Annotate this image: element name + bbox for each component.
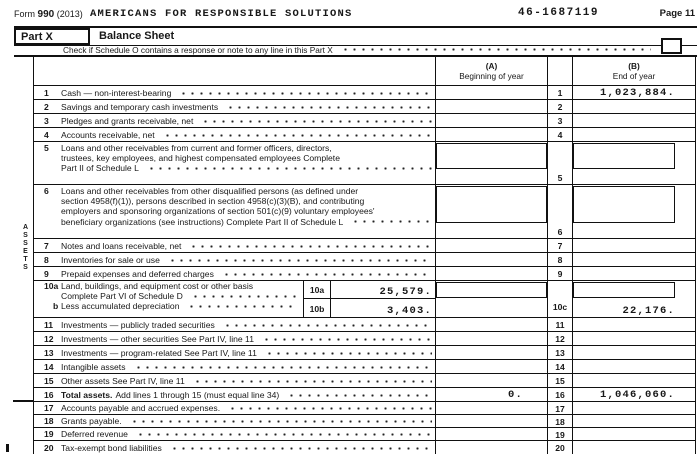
blocked-cells-row: [435, 185, 696, 225]
blocked-box: [436, 282, 547, 298]
balance-sheet-row-4: [34, 128, 696, 142]
blocked-box: [573, 143, 675, 169]
dot-leader: [221, 321, 432, 330]
line-label: Accounts payable and accrued expenses.: [61, 403, 221, 413]
column-a-header: [435, 57, 547, 85]
line-label: Notes and loans receivable, net: [61, 240, 182, 251]
col-a-value: 0.: [507, 389, 523, 401]
row-value-area: [435, 281, 696, 317]
line-number-cell: 8: [547, 253, 573, 266]
dot-leader: [199, 117, 432, 126]
column-b-tag: (B): [628, 61, 640, 71]
schedule-o-check-row: [14, 44, 697, 55]
line-number: 13: [44, 347, 54, 358]
label-line: [34, 163, 435, 173]
assets-letter: S: [23, 240, 28, 247]
row-label-cell: [34, 185, 435, 238]
balance-sheet-row-8: [34, 253, 696, 267]
line-label: Tax-exempt bond liabilities: [61, 442, 162, 453]
row-label-cell: [34, 332, 435, 345]
balance-sheet-row-5: [34, 142, 696, 185]
dot-leader: [224, 103, 432, 112]
line-label: Pledges and grants receivable, net: [61, 115, 194, 126]
sub-row-10b: [304, 299, 435, 317]
col-b-cell: [573, 318, 696, 331]
col-b-cell: [573, 428, 696, 440]
row-label-cell: [34, 402, 435, 414]
balance-sheet-row-7: [34, 239, 696, 253]
page-number: Page 11: [659, 8, 695, 19]
liabilities-sidebar-partial: [6, 444, 9, 452]
line-label: trustees, key employees, and highest compensated employees Complete: [61, 153, 340, 164]
line-number-cell: 18: [547, 415, 573, 427]
dot-leader: [134, 430, 432, 439]
col-b-cell: [573, 239, 696, 252]
col-b-cell: [573, 253, 696, 266]
dot-leader: [161, 131, 432, 140]
balance-sheet-row-15: [34, 374, 696, 388]
form-prefix: Form: [14, 9, 35, 19]
label-line: [34, 186, 435, 196]
line-number: 2: [44, 101, 49, 112]
line-number: 17: [44, 403, 54, 413]
schedule-o-checkbox: [661, 38, 682, 54]
line-number: 15: [44, 375, 54, 386]
balance-sheet-row-3: [34, 114, 696, 128]
sub-line-number: 10a: [304, 280, 331, 298]
sub-line-number: 10b: [304, 299, 331, 317]
dot-leader: [145, 164, 432, 173]
col-b-cell: [573, 360, 696, 373]
dot-leader: [191, 377, 432, 386]
dot-leader: [132, 363, 433, 372]
dot-leader: [128, 417, 432, 426]
dot-leader: [177, 89, 432, 98]
col-b-cell: [573, 402, 696, 414]
blocked-box: [573, 282, 675, 298]
balance-sheet-row-11: [34, 318, 696, 332]
line-label: Intangible assets: [61, 361, 126, 372]
blocked-cells-row: [435, 142, 696, 171]
row-label-cell: [34, 114, 435, 127]
line-label: Cash — non-interest-bearing: [61, 87, 172, 98]
col-b-cell: [573, 300, 696, 317]
balance-sheet-row-20: [34, 441, 696, 454]
form-year: (2013): [56, 9, 83, 19]
label-line: [34, 143, 435, 153]
organization-name: AMERICANS FOR RESPONSIBLE SOLUTIONS: [90, 8, 353, 20]
line-number: 19: [44, 429, 54, 439]
assets-letter: S: [23, 232, 28, 239]
line-label: section 4958(f)(1)), persons described in section 4958(c)(3)(B), and contributing: [61, 196, 365, 207]
label-line: [34, 196, 435, 206]
balance-sheet-row-13: [34, 346, 696, 360]
balance-sheet-row-12: [34, 332, 696, 346]
row-label-cell: [34, 428, 435, 440]
row-label-cell: [34, 100, 435, 113]
row-label-cell: [34, 281, 435, 317]
line-label: Investments — other securities See Part IV, line 11: [61, 333, 254, 344]
row-label-cell: [34, 415, 435, 427]
assets-letter: A: [22, 224, 29, 231]
col-a-cell: [435, 332, 547, 345]
row-label-cell: [34, 86, 435, 99]
row-label-cell: [34, 374, 435, 387]
line-number-cell: 3: [547, 114, 573, 127]
schedule-o-check-text: Check if Schedule O contains a response or note to any line in this Part X: [63, 45, 333, 55]
row-label-cell: [34, 142, 435, 184]
dot-leader: [189, 292, 298, 301]
line-label: Land, buildings, and equipment cost or other basis: [61, 281, 254, 291]
col-b-cell: [573, 346, 696, 359]
balance-sheet-row-14: [34, 360, 696, 374]
blocked-box: [436, 143, 547, 169]
label-line: [34, 217, 435, 227]
line-label: Savings and temporary cash investments: [61, 101, 219, 112]
col-a-cell: [435, 415, 547, 427]
dot-leader: [339, 45, 651, 54]
line-number-cell: 17: [547, 402, 573, 414]
line-number: 18: [44, 416, 54, 426]
label-line: [34, 153, 435, 163]
label-line: [34, 206, 435, 216]
line-label: Part II of Schedule L: [61, 163, 139, 174]
line-number-cell: 15: [547, 374, 573, 387]
table-header-row: [34, 57, 696, 86]
col-b-cell: [573, 225, 696, 238]
col-a-cell: [435, 374, 547, 387]
line-number: 12: [44, 333, 54, 344]
line-number-cell: 5: [547, 171, 573, 184]
col-b-cell: [573, 86, 696, 99]
form-number: 990: [37, 9, 55, 20]
line-label: Grants payable.: [61, 416, 122, 426]
line-number-cell: 20: [547, 441, 573, 454]
col-a-cell: [435, 281, 547, 300]
col-b-cell: [573, 374, 696, 387]
line-number-cell: 1: [547, 86, 573, 99]
col-b-cell: [573, 415, 696, 427]
dot-leader: [226, 404, 432, 413]
assets-letter: E: [23, 248, 28, 255]
col-a-cell: [435, 428, 547, 440]
col-b-cell: [573, 332, 696, 345]
balance-sheet-row-16: [34, 388, 696, 402]
row-label-cell: [34, 388, 435, 401]
line-number: 4: [44, 129, 49, 140]
line-label: Loans and other receivables from current and former officers, directors,: [61, 143, 332, 153]
line-number-cell: 6: [547, 225, 573, 238]
column-b-header: [573, 57, 696, 85]
blocked-cells-row: [435, 281, 696, 300]
value-row: [435, 300, 696, 317]
balance-sheet-row-2: [34, 100, 696, 114]
col-a-cell: [435, 86, 547, 99]
col-a-cell: [435, 360, 547, 373]
col-b-cell: [573, 114, 696, 127]
column-b-label: End of year: [612, 71, 656, 81]
col-a-cell: [435, 225, 547, 238]
line-label: Inventories for sale or use: [61, 254, 160, 265]
row-value-area: [435, 185, 696, 238]
form-id-line: [14, 9, 83, 20]
col-a-cell: [435, 402, 547, 414]
sub-row-10a: [304, 280, 435, 299]
assets-letter: S: [23, 264, 28, 271]
line-label: Other assets See Part IV, line 11: [61, 375, 185, 386]
balance-sheet-row-6: [34, 185, 696, 239]
col-b-value: 22,176.: [622, 305, 675, 317]
col-a-cell: [435, 300, 547, 317]
line-label: Investments — publicly traded securities: [61, 319, 215, 330]
equipment-label-lines: [34, 282, 301, 312]
column-a-tag: (A): [485, 61, 498, 71]
line-label: Add lines 1 through 15 (must equal line 34): [115, 389, 280, 400]
ein-number: 46-1687119: [518, 7, 600, 19]
line-label: Loans and other receivables from other disqualified persons (as defined under: [61, 186, 359, 196]
dot-leader: [285, 391, 432, 400]
line-number-cell: 2: [547, 100, 573, 113]
dot-leader: [220, 270, 432, 279]
col-b-cell: [573, 142, 696, 171]
equipment-sub-table: [303, 280, 435, 317]
col-a-cell: [435, 441, 547, 454]
col-b-value: 1,023,884.: [599, 87, 675, 99]
line-label-bold: Total assets.: [61, 389, 113, 400]
col-a-cell: [435, 239, 547, 252]
col-b-cell: [573, 267, 696, 280]
line-number: 5: [44, 143, 49, 153]
line-label: Investments — program-related See Part IV, line 11: [61, 347, 257, 358]
dot-leader: [187, 242, 432, 251]
row-label-cell: [34, 318, 435, 331]
line-number: 20: [44, 442, 54, 453]
line-number-cell: [547, 281, 573, 300]
dot-leader: [349, 217, 432, 226]
col-a-cell: [435, 346, 547, 359]
col-a-cell: [435, 171, 547, 184]
balance-sheet-row-9: [34, 267, 696, 281]
dot-leader: [166, 256, 432, 265]
col-b-value: 1,046,060.: [599, 389, 675, 401]
line-label: Deferred revenue: [61, 429, 128, 439]
col-b-cell: [573, 388, 696, 401]
balance-sheet-row-1: [34, 86, 696, 100]
line-label: Less accumulated depreciation: [61, 300, 180, 311]
assets-sidebar-label: [20, 224, 31, 272]
line-number-cell: 11: [547, 318, 573, 331]
line-label: Accounts receivable, net: [61, 129, 155, 140]
line-number-cell: [547, 185, 573, 225]
label-column-header: [34, 57, 435, 85]
col-a-cell: [435, 142, 547, 171]
col-a-cell: [435, 388, 547, 401]
row-label-cell: [34, 253, 435, 266]
part-title: Balance Sheet: [99, 30, 175, 42]
balance-sheet-row-19: [34, 428, 696, 441]
col-b-cell: [573, 100, 696, 113]
balance-sheet-row-18: [34, 415, 696, 428]
sub-value: 3,403.: [386, 305, 432, 317]
line-number: 1: [44, 87, 49, 98]
col-a-cell: [435, 100, 547, 113]
col-a-cell: [435, 185, 547, 225]
assets-letter: T: [23, 256, 28, 263]
line-number: 3: [44, 115, 49, 126]
line-number: 16: [44, 389, 54, 400]
line-number-cell: 9: [547, 267, 573, 280]
col-a-cell: [435, 267, 547, 280]
line-number: 6: [44, 186, 49, 196]
sub-value: 25,579.: [379, 286, 432, 298]
line-number-cell: 12: [547, 332, 573, 345]
row-label-cell: [34, 346, 435, 359]
col-b-cell: [573, 128, 696, 141]
line-number: 7: [44, 240, 49, 251]
line-number-cell: 14: [547, 360, 573, 373]
line-number-cell: 16: [547, 388, 573, 401]
assets-section-divider-tick: [13, 400, 33, 402]
line-label: employers and sponsoring organizations of section 501(c)(9) voluntary employees': [61, 206, 375, 217]
dot-leader: [263, 349, 432, 358]
dot-leader: [168, 444, 432, 453]
table-body: [34, 86, 696, 454]
sub-value-cell: [331, 299, 435, 317]
line-number: 14: [44, 361, 54, 372]
sub-value-cell: [331, 280, 435, 298]
line-number: 10a: [44, 281, 59, 291]
balance-sheet-row-17: [34, 402, 696, 415]
row-value-area: [435, 142, 696, 184]
dot-leader: [185, 302, 298, 311]
line-number: b: [53, 300, 59, 311]
line-number: 11: [44, 319, 54, 330]
row-label-cell: [34, 128, 435, 141]
row-label-cell: [34, 239, 435, 252]
line-label: beneficiary organizations (see instructions) Complete Part II of Schedule L: [61, 216, 344, 227]
line-number-cell: 13: [547, 346, 573, 359]
col-a-cell: [435, 253, 547, 266]
line-number-cell: 4: [547, 128, 573, 141]
line-number: 8: [44, 254, 49, 265]
row-label-cell: [34, 441, 435, 454]
line-label: Prepaid expenses and deferred charges: [61, 268, 214, 279]
label-line: [34, 302, 301, 312]
balance-sheet-table: [33, 57, 696, 454]
col-a-cell: [435, 128, 547, 141]
line-number-cell: 19: [547, 428, 573, 440]
blocked-box: [573, 186, 675, 223]
line-number-cell: 7: [547, 239, 573, 252]
col-b-cell: [573, 185, 696, 225]
row-label-cell: [34, 267, 435, 280]
col-b-cell: [573, 281, 696, 300]
balance-sheet-row-10: [34, 281, 696, 318]
dot-leader: [260, 335, 432, 344]
row-label-cell: [34, 360, 435, 373]
line-label: Complete Part VI of Schedule D: [61, 290, 183, 301]
line-number-cell: [547, 142, 573, 171]
col-a-cell: [435, 114, 547, 127]
col-b-cell: [573, 171, 696, 184]
value-row: [435, 225, 696, 238]
line-number: 9: [44, 268, 49, 279]
part-id-box: Part X: [14, 28, 90, 45]
column-a-label: Beginning of year: [459, 71, 524, 81]
col-b-cell: [573, 441, 696, 454]
blocked-box: [436, 186, 547, 223]
line-number-column-header: [547, 57, 573, 85]
col-a-cell: [435, 318, 547, 331]
value-row: [435, 171, 696, 184]
line-number-cell: 10c: [547, 300, 573, 317]
